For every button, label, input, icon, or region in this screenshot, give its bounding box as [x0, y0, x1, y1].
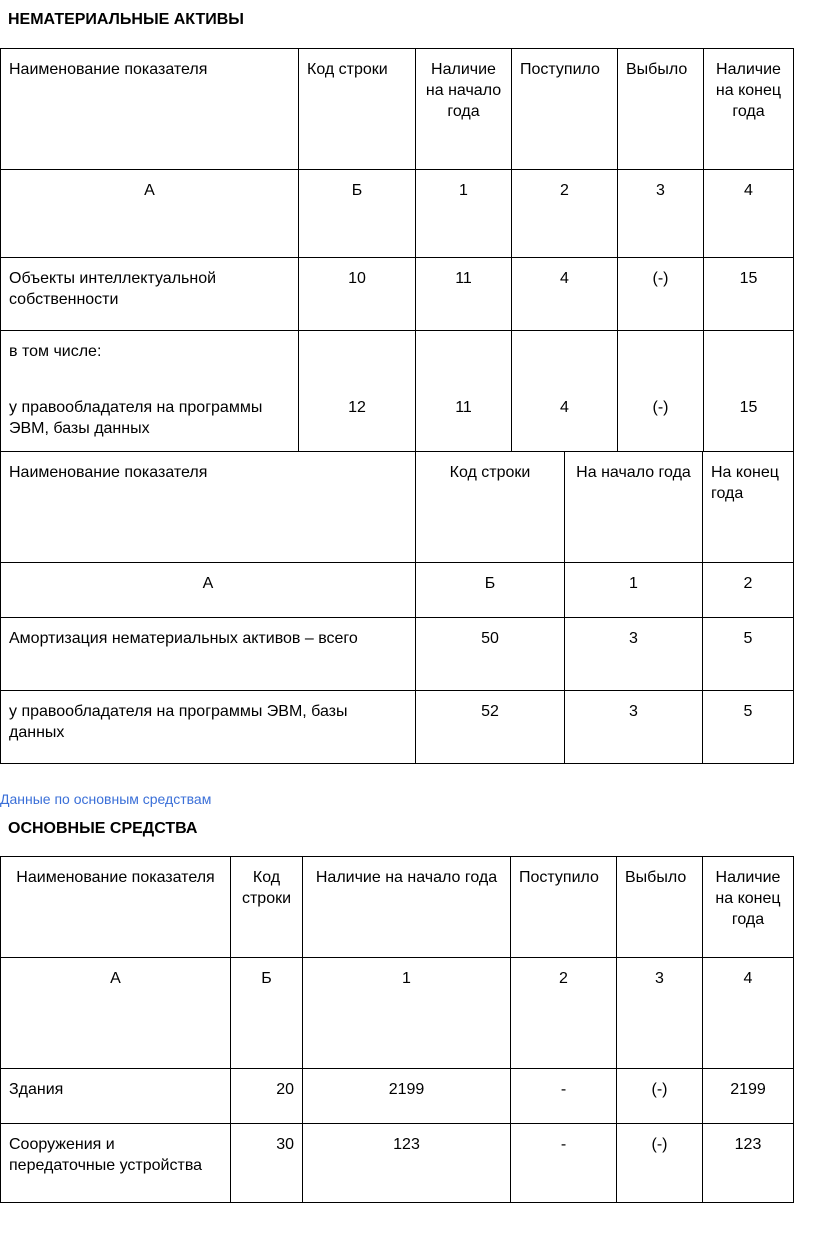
letter-cell: А — [1, 958, 231, 1069]
letter-cell: 2 — [512, 170, 618, 258]
letter-cell: А — [1, 563, 416, 618]
letter-cell: 3 — [618, 170, 704, 258]
letter-cell: 2 — [511, 958, 617, 1069]
intangible-assets-table — [0, 48, 794, 452]
letter-cell: 4 — [703, 958, 794, 1069]
header-received: Поступило — [512, 49, 618, 170]
table-letters-row — [1, 563, 794, 618]
header-received: Поступило — [511, 857, 617, 958]
header-start-of-year: Наличие на начало года — [416, 49, 512, 170]
value-disposed: (-) — [618, 258, 704, 331]
header-start-of-year: Наличие на начало года — [303, 857, 511, 958]
letter-cell: 3 — [617, 958, 703, 1069]
value-start: 123 — [303, 1124, 511, 1203]
table-row — [1, 1124, 794, 1203]
line-code: 52 — [416, 691, 565, 764]
value-end: 2199 — [703, 1069, 794, 1124]
letter-cell: 1 — [565, 563, 703, 618]
value-start: 3 — [565, 691, 703, 764]
fixed-assets-table — [0, 856, 794, 1203]
table-row — [1, 1069, 794, 1124]
header-start-of-year: На начало года — [565, 452, 703, 563]
value-start-cell — [416, 331, 512, 452]
letter-cell: А — [1, 170, 299, 258]
row-label: у правообладателя на программы ЭВМ, базы данных — [1, 691, 416, 764]
header-disposed: Выбыло — [618, 49, 704, 170]
header-line-code: Код строки — [299, 49, 416, 170]
header-end-of-year: На конец года — [703, 452, 794, 563]
header-end-of-year: Наличие на конец года — [703, 857, 794, 958]
row-label: Сооружения и передаточные устройства — [1, 1124, 231, 1203]
row-label: Объекты интеллектуальной собственности — [1, 258, 299, 331]
value-start: 11 — [455, 399, 472, 416]
fixed-assets-link[interactable]: Данные по основным средствам — [0, 791, 212, 807]
table-row — [1, 331, 794, 452]
value-disposed: (-) — [652, 399, 669, 416]
table-row — [1, 258, 794, 331]
section-title-intangible-assets: НЕМАТЕРИАЛЬНЫЕ АКТИВЫ — [8, 11, 244, 28]
row-label: у правообладателя на программы ЭВМ, базы данных — [9, 399, 263, 437]
amortization-table — [0, 451, 794, 764]
line-code: 20 — [231, 1069, 303, 1124]
line-code: 30 — [231, 1124, 303, 1203]
value-start: 2199 — [303, 1069, 511, 1124]
header-indicator-name: Наименование показателя — [1, 857, 231, 958]
value-received: - — [511, 1069, 617, 1124]
value-end: 15 — [739, 399, 758, 416]
letter-cell: 2 — [703, 563, 794, 618]
value-start: 3 — [565, 618, 703, 691]
value-end: 5 — [703, 618, 794, 691]
table-header-row — [1, 49, 794, 170]
value-received: 4 — [560, 399, 569, 416]
value-end: 5 — [703, 691, 794, 764]
letter-cell: Б — [299, 170, 416, 258]
value-disposed-cell — [618, 331, 704, 452]
letter-cell: 1 — [416, 170, 512, 258]
letter-cell: 1 — [303, 958, 511, 1069]
value-end: 123 — [703, 1124, 794, 1203]
section-title-fixed-assets: ОСНОВНЫЕ СРЕДСТВА — [8, 820, 198, 837]
row-prefix: в том числе: — [9, 343, 102, 360]
row-label: Здания — [1, 1069, 231, 1124]
header-line-code: Код строки — [231, 857, 303, 958]
header-end-of-year: Наличие на конец года — [704, 49, 794, 170]
value-received-cell — [512, 331, 618, 452]
value-received: 4 — [512, 258, 618, 331]
table-letters-row — [1, 170, 794, 258]
value-disposed: (-) — [617, 1124, 703, 1203]
line-code: 12 — [348, 399, 366, 416]
table-header-row — [1, 452, 794, 563]
value-end: 15 — [704, 258, 794, 331]
row-label: Амортизация нематериальных активов – всего — [1, 618, 416, 691]
table-header-row — [1, 857, 794, 958]
line-code: 50 — [416, 618, 565, 691]
header-disposed: Выбыло — [617, 857, 703, 958]
row-label-cell — [1, 331, 299, 452]
header-indicator-name: Наименование показателя — [1, 49, 299, 170]
line-code: 10 — [299, 258, 416, 331]
value-end-cell — [704, 331, 794, 452]
value-start: 11 — [416, 258, 512, 331]
letter-cell: Б — [231, 958, 303, 1069]
table-letters-row — [1, 958, 794, 1069]
value-received: - — [511, 1124, 617, 1203]
table-row — [1, 618, 794, 691]
letter-cell: Б — [416, 563, 565, 618]
letter-cell: 4 — [704, 170, 794, 258]
value-disposed: (-) — [617, 1069, 703, 1124]
line-code-cell — [299, 331, 416, 452]
header-indicator-name: Наименование показателя — [1, 452, 416, 563]
table-row — [1, 691, 794, 764]
header-line-code: Код строки — [416, 452, 565, 563]
